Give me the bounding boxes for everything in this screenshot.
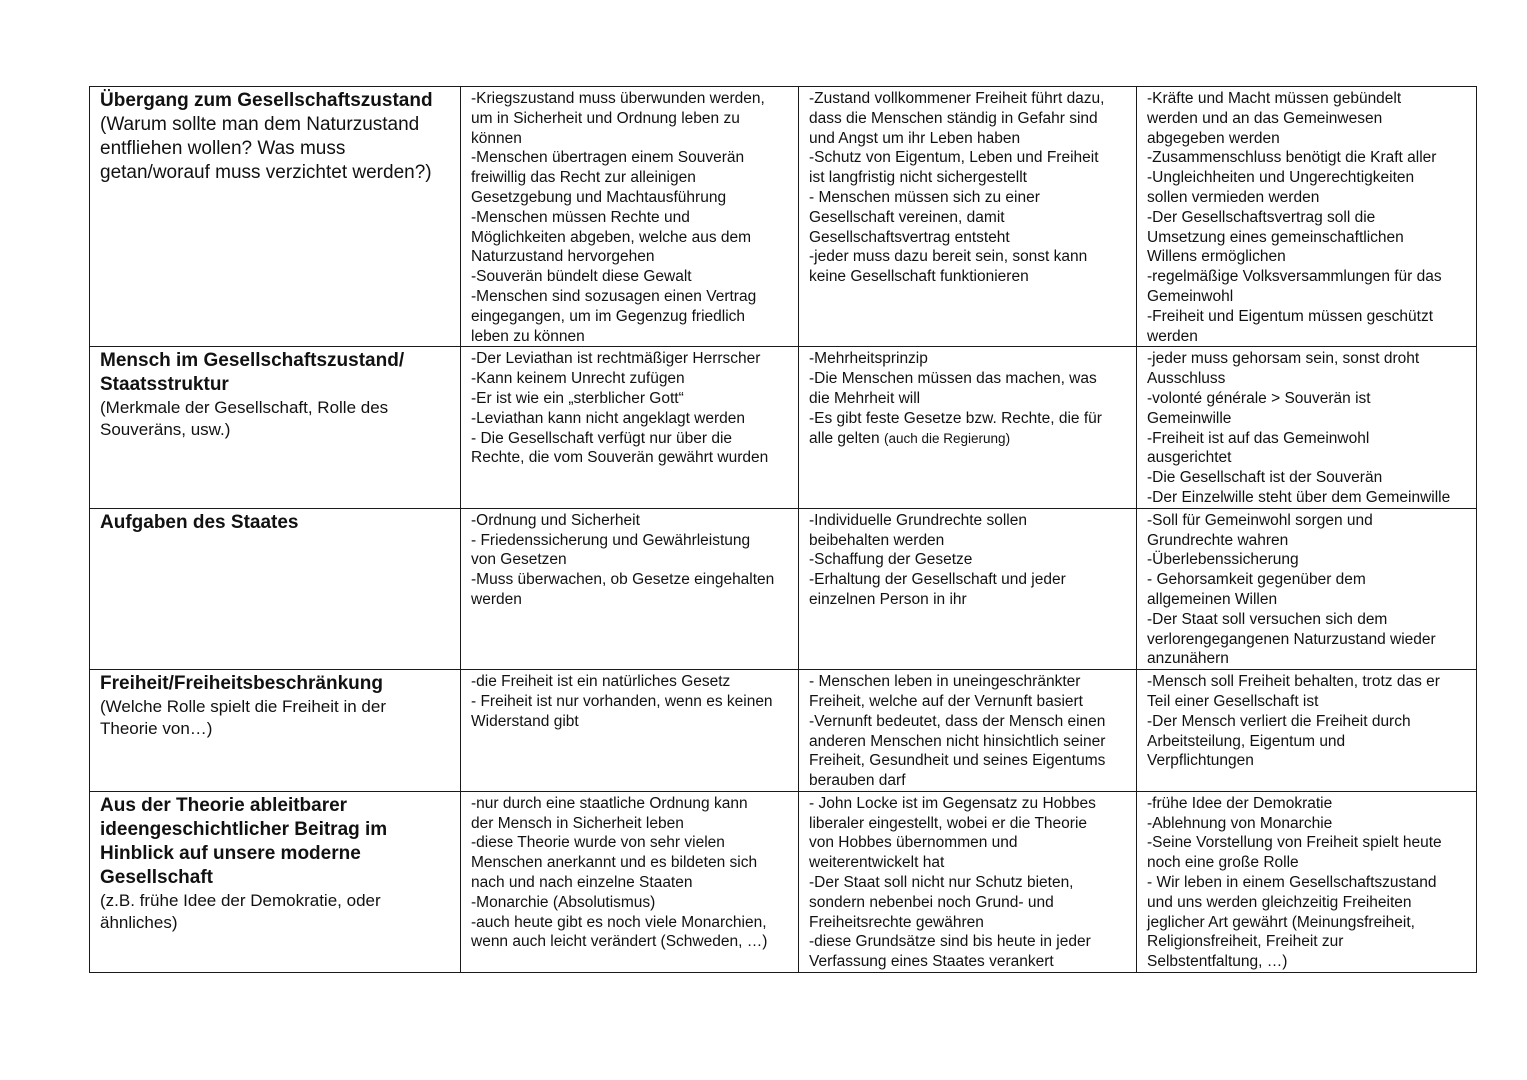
cell-text-line: abgegeben werden xyxy=(1147,129,1280,147)
cell-text-line: dass die Menschen ständig in Gefahr sind xyxy=(809,109,1098,127)
cell-text-line: -Der Staat soll nicht nur Schutz bieten, xyxy=(809,874,1074,892)
cell-text-line: Arbeitsteilung, Eigentum und xyxy=(1147,732,1346,750)
cell-text-line: -Vernunft bedeutet, dass der Mensch einen xyxy=(809,712,1106,730)
cell-text-line: können xyxy=(471,129,522,147)
cell-text-line: allgemeinen Willen xyxy=(1147,590,1278,608)
row-header-subtitle: (Merkmale der Gesellschaft, Rolle des xyxy=(100,398,389,418)
content-cell xyxy=(799,347,1137,508)
cell-text-line: liberaler eingestellt, wobei er die Theorie xyxy=(809,814,1088,832)
cell-text-line: -Menschen müssen Rechte und xyxy=(471,208,690,226)
cell-text-line: -diese Grundsätze sind bis heute in jeder xyxy=(809,933,1091,951)
content-cell xyxy=(461,347,799,508)
cell-text-line: -Leviathan kann nicht angeklagt werden xyxy=(471,409,746,427)
row-header-title: Aus der Theorie ableitbarer xyxy=(100,794,348,816)
cell-text-line: -Kriegszustand muss überwunden werden, xyxy=(471,90,765,107)
table-row xyxy=(90,508,1477,669)
row-header-title: Hinblick auf unsere moderne xyxy=(100,842,361,864)
content-cell xyxy=(1137,791,1477,972)
cell-text-line: -Die Gesellschaft ist der Souverän xyxy=(1147,469,1383,487)
cell-text-line: nach und nach einzelne Staaten xyxy=(471,874,693,892)
table-row xyxy=(90,670,1477,792)
cell-text-line: -Ungleichheiten und Ungerechtigkeiten xyxy=(1147,169,1415,187)
row-header-title: Aufgaben des Staates xyxy=(100,511,299,533)
cell-text-line: verlorengegangenen Naturzustand wieder xyxy=(1147,630,1436,648)
cell-text-line: -Individuelle Grundrechte sollen xyxy=(809,511,1027,529)
row-header-subtitle: ähnliches) xyxy=(100,912,178,932)
row-header-cell xyxy=(90,347,461,508)
cell-text-line: -nur durch eine staatliche Ordnung kann xyxy=(471,794,748,812)
cell-text-line: -Überlebenssicherung xyxy=(1147,551,1299,569)
cell-text-line: leben zu können xyxy=(471,327,585,345)
cell-text-line: von Gesetzen xyxy=(471,551,567,569)
cell-text-line: sollen vermieden werden xyxy=(1147,188,1320,206)
cell-text-line: Willens ermöglichen xyxy=(1147,248,1286,266)
cell-text-line: - Freiheit ist nur vorhanden, wenn es keinen xyxy=(471,692,773,710)
content-cell xyxy=(461,87,799,347)
cell-text-line: weiterentwickelt hat xyxy=(809,854,945,872)
cell-text-line: -Kräfte und Macht müssen gebündelt xyxy=(1147,90,1402,107)
cell-text-line: -jeder muss gehorsam sein, sonst droht xyxy=(1147,350,1420,368)
cell-text-line: - Wir leben in einem Gesellschaftszustand xyxy=(1147,874,1437,892)
cell-text-line: -Es gibt feste Gesetze bzw. Rechte, die für xyxy=(809,409,1102,427)
row-header-subtitle: entfliehen wollen? Was muss xyxy=(100,138,346,159)
cell-text-line: die Mehrheit will xyxy=(809,389,921,407)
cell-text-line: - Gehorsamkeit gegenüber dem xyxy=(1147,571,1366,589)
cell-text-line: -frühe Idee der Demokratie xyxy=(1147,794,1333,812)
cell-text-line: -Er ist wie ein „sterblicher Gott“ xyxy=(471,389,684,407)
cell-text-line: -Muss überwachen, ob Gesetze eingehalten xyxy=(471,571,775,589)
cell-text-line: -volonté générale > Souverän ist xyxy=(1147,389,1371,407)
cell-text-line: Ausschluss xyxy=(1147,370,1226,388)
row-header-subtitle: (Warum sollte man dem Naturzustand xyxy=(100,114,420,135)
cell-text-line: Verpflichtungen xyxy=(1147,752,1254,770)
content-cell xyxy=(799,87,1137,347)
cell-text-line: - Menschen leben in uneingeschränkter xyxy=(809,673,1081,691)
cell-text-line: Gesellschaftsvertrag entsteht xyxy=(809,228,1010,246)
cell-text-line: -Soll für Gemeinwohl sorgen und xyxy=(1147,511,1373,529)
cell-text-line: -Der Gesellschaftsvertrag soll die xyxy=(1147,208,1376,226)
cell-text-line: um in Sicherheit und Ordnung leben zu xyxy=(471,109,740,127)
cell-text-line: anderen Menschen nicht hinsichtlich seiner xyxy=(809,732,1106,750)
cell-text-line: eingegangen, um im Gegenzug friedlich xyxy=(471,307,746,325)
cell-text-line: -Freiheit ist auf das Gemeinwohl xyxy=(1147,429,1370,447)
cell-text-line: -Mehrheitsprinzip xyxy=(809,350,928,368)
cell-text-line: beibehalten werden xyxy=(809,531,945,549)
row-header-title: Freiheit/Freiheitsbeschränkung xyxy=(100,673,383,695)
cell-text-line: ist langfristig nicht sichergestellt xyxy=(809,169,1027,187)
cell-text-line: Teil einer Gesellschaft ist xyxy=(1147,692,1319,710)
cell-text-line: einzelnen Person in ihr xyxy=(809,590,967,608)
cell-text-line: - Die Gesellschaft verfügt nur über die xyxy=(471,429,733,447)
cell-text-line: -Menschen übertragen einem Souverän xyxy=(471,149,745,167)
content-cell xyxy=(1137,347,1477,508)
cell-text-line: werden und an das Gemeinwesen xyxy=(1147,109,1383,127)
cell-text-line: Gemeinwohl xyxy=(1147,287,1234,305)
content-cell xyxy=(1137,670,1477,792)
comparison-table xyxy=(89,86,1477,973)
row-header-cell xyxy=(90,508,461,669)
row-header-title: ideengeschichtlicher Beitrag im xyxy=(100,818,388,840)
cell-text-line: -Zustand vollkommener Freiheit führt dazu, xyxy=(809,90,1105,107)
cell-text-line: Gemeinwille xyxy=(1147,409,1232,427)
cell-text-line: sondern nebenbei noch Grund- und xyxy=(809,893,1054,911)
cell-text-line: -Mensch soll Freiheit behalten, trotz das er xyxy=(1147,673,1440,691)
row-header-subtitle: (Welche Rolle spielt die Freiheit in der xyxy=(100,697,386,717)
cell-text-line: werden xyxy=(471,590,522,608)
content-cell xyxy=(461,670,799,792)
cell-text-line: -Freiheit und Eigentum müssen geschützt xyxy=(1147,307,1434,325)
cell-text-line: jeglicher Art gewährt (Meinungsfreiheit, xyxy=(1147,913,1415,931)
content-cell xyxy=(799,670,1137,792)
row-header-subtitle: Souveräns, usw.) xyxy=(100,420,231,440)
cell-text-line: -jeder muss dazu bereit sein, sonst kann xyxy=(809,248,1088,266)
cell-text-line: Religionsfreiheit, Freiheit zur xyxy=(1147,933,1344,951)
cell-text-line: -Souverän bündelt diese Gewalt xyxy=(471,268,692,286)
cell-text-line: Freiheit, Gesundheit und seines Eigentums xyxy=(809,752,1106,770)
cell-text-line: - John Locke ist im Gegensatz zu Hobbes xyxy=(809,794,1096,812)
cell-text-line: keine Gesellschaft funktionieren xyxy=(809,268,1029,286)
cell-text-line: noch eine große Rolle xyxy=(1147,854,1299,872)
cell-text-line: -Kann keinem Unrecht zufügen xyxy=(471,370,685,388)
content-cell xyxy=(799,508,1137,669)
row-header-title: Übergang zum Gesellschaftszustand xyxy=(100,90,433,111)
cell-text-line: -Menschen sind sozusagen einen Vertrag xyxy=(471,287,757,305)
cell-text-line: - Friedenssicherung und Gewährleistung xyxy=(471,531,751,549)
cell-text-line: anzunähern xyxy=(1147,650,1229,668)
cell-text-line: -Seine Vorstellung von Freiheit spielt heute xyxy=(1147,834,1442,852)
cell-text-line: -Ablehnung von Monarchie xyxy=(1147,814,1333,832)
cell-text-line: Menschen anerkannt und es bildeten sich xyxy=(471,854,758,872)
table-row xyxy=(90,347,1477,508)
cell-text-line: Naturzustand hervorgehen xyxy=(471,248,655,266)
cell-text-line: Grundrechte wahren xyxy=(1147,531,1289,549)
row-header-title: Staatsstruktur xyxy=(100,374,229,396)
cell-text-line: Rechte, die vom Souverän gewährt wurden xyxy=(471,449,769,467)
table-row xyxy=(90,87,1477,347)
cell-text-line: -regelmäßige Volksversammlungen für das xyxy=(1147,268,1442,286)
cell-text-line: -Schaffung der Gesetze xyxy=(809,551,973,569)
cell-text-line: -Zusammenschluss benötigt die Kraft aller xyxy=(1147,149,1437,167)
row-header-title: Mensch im Gesellschaftszustand/ xyxy=(100,350,405,372)
row-header-cell xyxy=(90,791,461,972)
row-header-title: Gesellschaft xyxy=(100,866,213,888)
cell-text-line: ausgerichtet xyxy=(1147,449,1232,467)
cell-text-line: -Der Mensch verliert die Freiheit durch xyxy=(1147,712,1411,730)
cell-text-line: Gesetzgebung und Machtausführung xyxy=(471,188,727,206)
cell-text-line: Umsetzung eines gemeinschaftlichen xyxy=(1147,228,1404,246)
cell-text-line: Freiheitsrechte gewähren xyxy=(809,913,984,931)
cell-text: alle gelten xyxy=(809,429,880,447)
cell-text-line xyxy=(809,429,1128,449)
cell-text-line: -Der Leviathan ist rechtmäßiger Herrscher xyxy=(471,350,761,368)
cell-text-line: -die Freiheit ist ein natürliches Gesetz xyxy=(471,673,731,691)
cell-text-line: Widerstand gibt xyxy=(471,712,579,730)
cell-text-line: der Mensch in Sicherheit leben xyxy=(471,814,684,832)
cell-text-line: berauben darf xyxy=(809,772,906,790)
row-header-subtitle: (z.B. frühe Idee der Demokratie, oder xyxy=(100,890,381,910)
row-header-subtitle: getan/worauf muss verzichtet werden?) xyxy=(100,162,432,183)
cell-text-line: -Schutz von Eigentum, Leben und Freiheit xyxy=(809,149,1099,167)
cell-text-line: -Erhaltung der Gesellschaft und jeder xyxy=(809,571,1066,589)
cell-text-line: -Monarchie (Absolutismus) xyxy=(471,893,656,911)
cell-text-line: Verfassung eines Staates verankert xyxy=(809,953,1054,971)
row-header-subtitle: Theorie von…) xyxy=(100,719,213,739)
content-cell xyxy=(799,791,1137,972)
content-cell xyxy=(1137,87,1477,347)
table-row xyxy=(90,791,1477,972)
cell-text-line: Möglichkeiten abgeben, welche aus dem xyxy=(471,228,752,246)
cell-text-line: Gesellschaft vereinen, damit xyxy=(809,208,1005,226)
cell-text-line: Selbstentfaltung, …) xyxy=(1147,953,1288,971)
cell-text-line: von Hobbes übernommen und xyxy=(809,834,1018,852)
row-header-cell xyxy=(90,670,461,792)
cell-text-line: wenn auch leicht verändert (Schweden, …) xyxy=(471,933,768,951)
row-header-cell xyxy=(90,87,461,347)
cell-text-line: -Der Staat soll versuchen sich dem xyxy=(1147,610,1388,628)
cell-text-line: werden xyxy=(1147,327,1198,345)
cell-text-line: -Die Menschen müssen das machen, was xyxy=(809,370,1097,388)
cell-text-line: - Menschen müssen sich zu einer xyxy=(809,188,1040,206)
cell-text-line: und Angst um ihr Leben haben xyxy=(809,129,1021,147)
cell-text-line: Freiheit, welche auf der Vernunft basiert xyxy=(809,692,1083,710)
cell-text-line: -Ordnung und Sicherheit xyxy=(471,511,640,529)
cell-text-line: -auch heute gibt es noch viele Monarchien, xyxy=(471,913,767,931)
comparison-table-body xyxy=(90,87,1477,973)
cell-text-line: und uns werden gleichzeitig Freiheiten xyxy=(1147,893,1412,911)
cell-text-line: freiwillig das Recht zur alleinigen xyxy=(471,169,696,187)
cell-text-line: -diese Theorie wurde von sehr vielen xyxy=(471,834,725,852)
content-cell xyxy=(461,791,799,972)
cell-text-line: -Der Einzelwille steht über dem Gemeinwille xyxy=(1147,488,1451,506)
cell-note-text: (auch die Regierung) xyxy=(883,430,1011,446)
content-cell xyxy=(1137,508,1477,669)
content-cell xyxy=(461,508,799,669)
